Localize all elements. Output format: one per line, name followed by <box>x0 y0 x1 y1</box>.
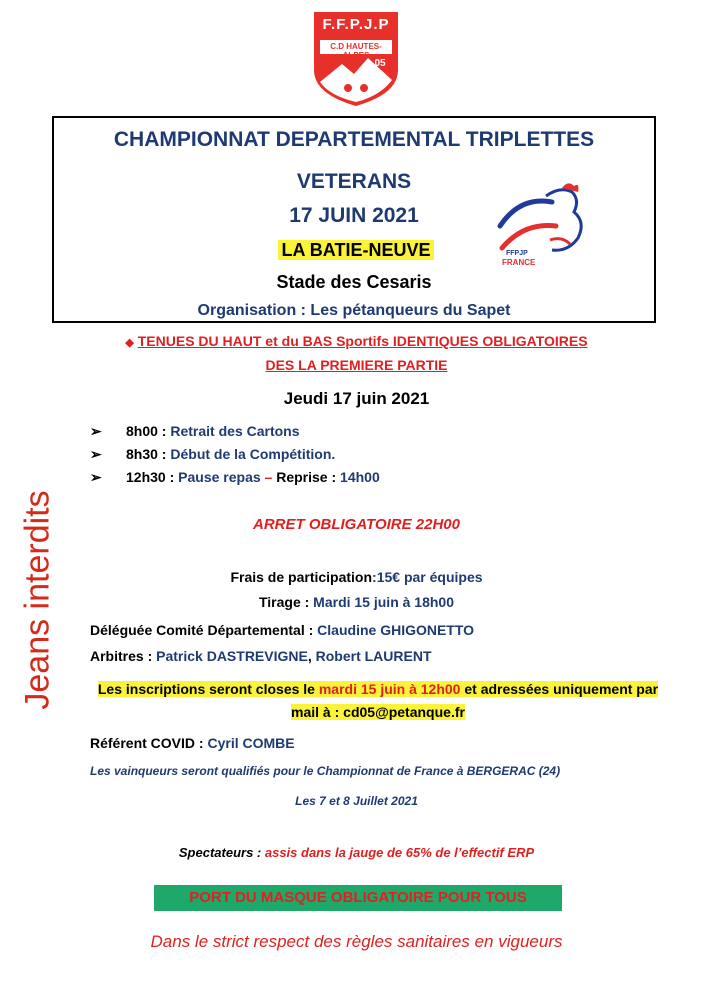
schedule-resume-time: 14h00 <box>340 469 380 485</box>
event-day: Jeudi 17 juin 2021 <box>283 389 430 408</box>
schedule-desc: Pause repas <box>178 469 261 485</box>
schedule-time: 8h00 <box>126 423 158 439</box>
logo-line3: 05 <box>374 58 386 69</box>
covid-referent <box>90 735 295 751</box>
participation-fees <box>0 569 713 585</box>
ffpjp-hautes-alpes-logo <box>306 8 406 108</box>
referees-label: Arbitres : <box>90 648 153 664</box>
mandatory-stop: ARRET OBLIGATOIRE 22H00 <box>253 516 460 533</box>
covid-value: Cyril COMBE <box>203 735 295 751</box>
fees-value: :15€ par équipes <box>372 569 483 585</box>
ffpjp-logo-line1: FFPJP <box>506 250 528 257</box>
schedule-dash: – <box>260 469 277 485</box>
title-line2: VETERANS <box>296 170 412 193</box>
dress-code-line1 <box>0 333 713 349</box>
jeans-banned-text: Jeans interdits <box>18 490 57 710</box>
draw-label: Tirage : <box>258 594 310 610</box>
schedule-item <box>90 446 335 463</box>
schedule-desc: Retrait des Cartons <box>170 423 300 439</box>
winners-notice: Les vainqueurs seront qualifiés pour le Championnat de France à BERGERAC (24) <box>90 764 561 778</box>
location-text: LA BATIE-NEUVE <box>278 240 433 260</box>
title-venue: Stade des Cesaris <box>276 272 432 292</box>
schedule-desc: Début de la Compétition. <box>170 446 336 462</box>
spectators-value: assis dans la jauge de 65% de l’effectif ERP <box>261 845 535 860</box>
logo-line1: F.F.P.J.P <box>322 16 390 33</box>
sanitary-rules-notice: Dans le strict respect des règles sanitaires en vigueurs <box>150 932 563 951</box>
referee-2: Robert LAURENT <box>311 648 432 664</box>
spectators-label: Spectateurs : <box>178 845 262 860</box>
registration-notice <box>88 678 668 724</box>
dress-code-line2 <box>0 357 713 373</box>
title-location <box>256 240 456 261</box>
logo-line2: C.D HAUTES-ALPES <box>330 42 382 60</box>
registration-deadline: mardi 15 juin à 12h00 <box>318 681 461 697</box>
delegate-value: Claudine GHIGONETTO <box>313 622 475 638</box>
schedule-sep: : <box>165 469 179 485</box>
arrow-bullet-icon: ➢ <box>90 469 102 485</box>
schedule-time: 12h30 <box>126 469 166 485</box>
delegate-info <box>90 622 474 638</box>
title-line1: CHAMPIONNAT DEPARTEMENTAL TRIPLETTES <box>113 128 595 151</box>
referees-sep: , <box>307 648 312 664</box>
dress-code-text2: DES LA PREMIERE PARTIE <box>265 357 448 373</box>
ffpjp-france-logo <box>490 178 600 270</box>
mask-mandatory-banner: PORT DU MASQUE OBLIGATOIRE POUR TOUS <box>154 885 562 911</box>
referees-info <box>90 648 432 664</box>
spectators-notice <box>0 845 713 860</box>
registration-text-part2: et adressées uniquement par <box>460 681 659 697</box>
championship-dates: Les 7 et 8 Juillet 2021 <box>295 794 418 808</box>
registration-text-part1: Les inscriptions seront closes le <box>97 681 319 697</box>
title-date: 17 JUIN 2021 <box>289 204 419 227</box>
diamond-bullet-icon: ◆ <box>125 337 134 349</box>
registration-email: mail à : cd05@petanque.fr <box>291 704 465 720</box>
covid-label: Référent COVID : <box>90 735 204 751</box>
schedule-item <box>90 469 380 486</box>
schedule-sep: : <box>157 446 171 462</box>
schedule-sep: : <box>157 423 171 439</box>
referee-1: Patrick DASTREVIGNE <box>152 648 308 664</box>
schedule-item <box>90 423 300 440</box>
arrow-bullet-icon: ➢ <box>90 423 102 439</box>
schedule-time: 8h30 <box>126 446 158 462</box>
fees-label: Frais de participation <box>230 569 373 585</box>
draw-info <box>0 594 713 610</box>
schedule-resume-label: Reprise <box>276 469 328 485</box>
draw-value: Mardi 15 juin à 18h00 <box>309 594 455 610</box>
ffpjp-logo-line2: FRANCE <box>502 258 536 267</box>
dress-code-text1: TENUES DU HAUT et du BAS Sportifs IDENTIQUES OBLIGATOIRES <box>137 333 588 349</box>
title-organisation: Organisation : Les pétanqueurs du Sapet <box>197 302 511 319</box>
schedule-resume-sep: : <box>327 469 341 485</box>
arrow-bullet-icon: ➢ <box>90 446 102 462</box>
delegate-label: Déléguée Comité Départemental : <box>90 622 314 638</box>
